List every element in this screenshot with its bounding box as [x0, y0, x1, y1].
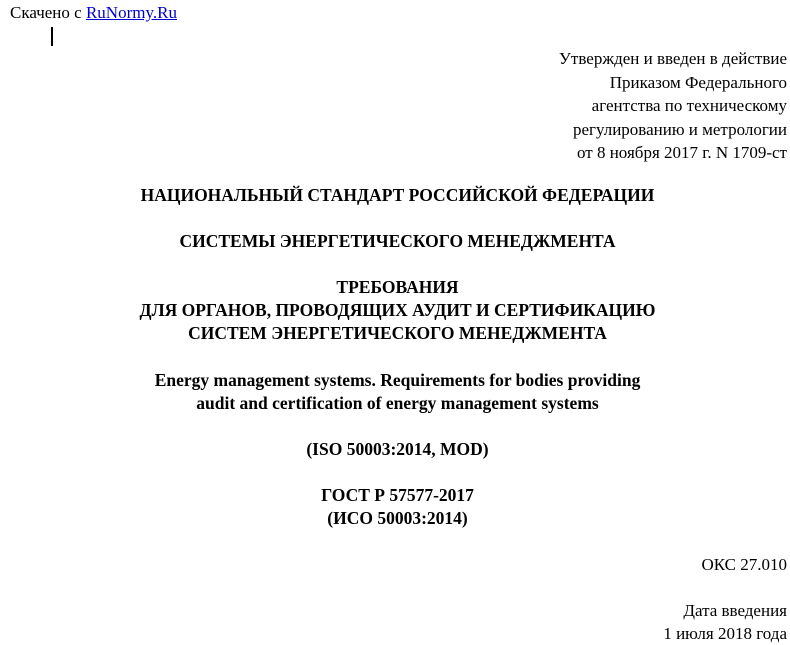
iso-reference — [0, 438, 790, 461]
approval-line: агентства по техническому — [591, 96, 787, 115]
approval-block — [427, 47, 787, 165]
english-title-line: audit and certification of energy management systems — [196, 393, 599, 413]
document-title-text: СИСТЕМЫ ЭНЕРГЕТИЧЕСКОГО МЕНЕДЖМЕНТА — [179, 231, 616, 251]
subtitle-line: ТРЕБОВАНИЯ — [336, 277, 459, 297]
approval-line: регулированию и метрологии — [572, 119, 787, 139]
oks-code: ОКС 27.010 — [701, 555, 787, 574]
english-title — [0, 369, 790, 415]
source-prefix: Скачено с — [10, 3, 82, 22]
national-standard-heading — [0, 184, 790, 207]
document-subtitle — [0, 276, 790, 345]
subtitle-line: СИСТЕМ ЭНЕРГЕТИЧЕСКОГО МЕНЕДЖМЕНТА — [188, 323, 607, 343]
document-title — [0, 230, 790, 253]
introduction-label: Дата введения — [683, 601, 787, 620]
introduction-date-block — [663, 599, 787, 645]
source-link[interactable]: RuNormy.Ru — [85, 3, 177, 22]
text-cursor — [51, 27, 53, 46]
iso-reference-text: (ISO 50003:2014, MOD) — [306, 439, 489, 459]
gost-designation — [0, 484, 790, 530]
gost-line: (ИСО 50003:2014) — [327, 508, 468, 528]
national-standard-text: НАЦИОНАЛЬНЫЙ СТАНДАРТ РОССИЙСКОЙ ФЕДЕРАЦИИ — [140, 185, 655, 205]
subtitle-line: ДЛЯ ОРГАНОВ, ПРОВОДЯЩИХ АУДИТ И СЕРТИФИКАЦИЮ — [139, 300, 656, 320]
approval-line: от 8 ноября 2017 г. N 1709-ст — [577, 143, 787, 162]
source-line — [10, 3, 177, 23]
introduction-date: 1 июля 2018 года — [663, 624, 787, 643]
approval-line: Утвержден и введен в действие — [558, 49, 787, 68]
approval-line: Приказом Федерального — [609, 72, 787, 92]
english-title-line: Energy management systems. Requirements for bodies providing — [154, 370, 641, 390]
gost-line: ГОСТ Р 57577-2017 — [321, 485, 474, 505]
